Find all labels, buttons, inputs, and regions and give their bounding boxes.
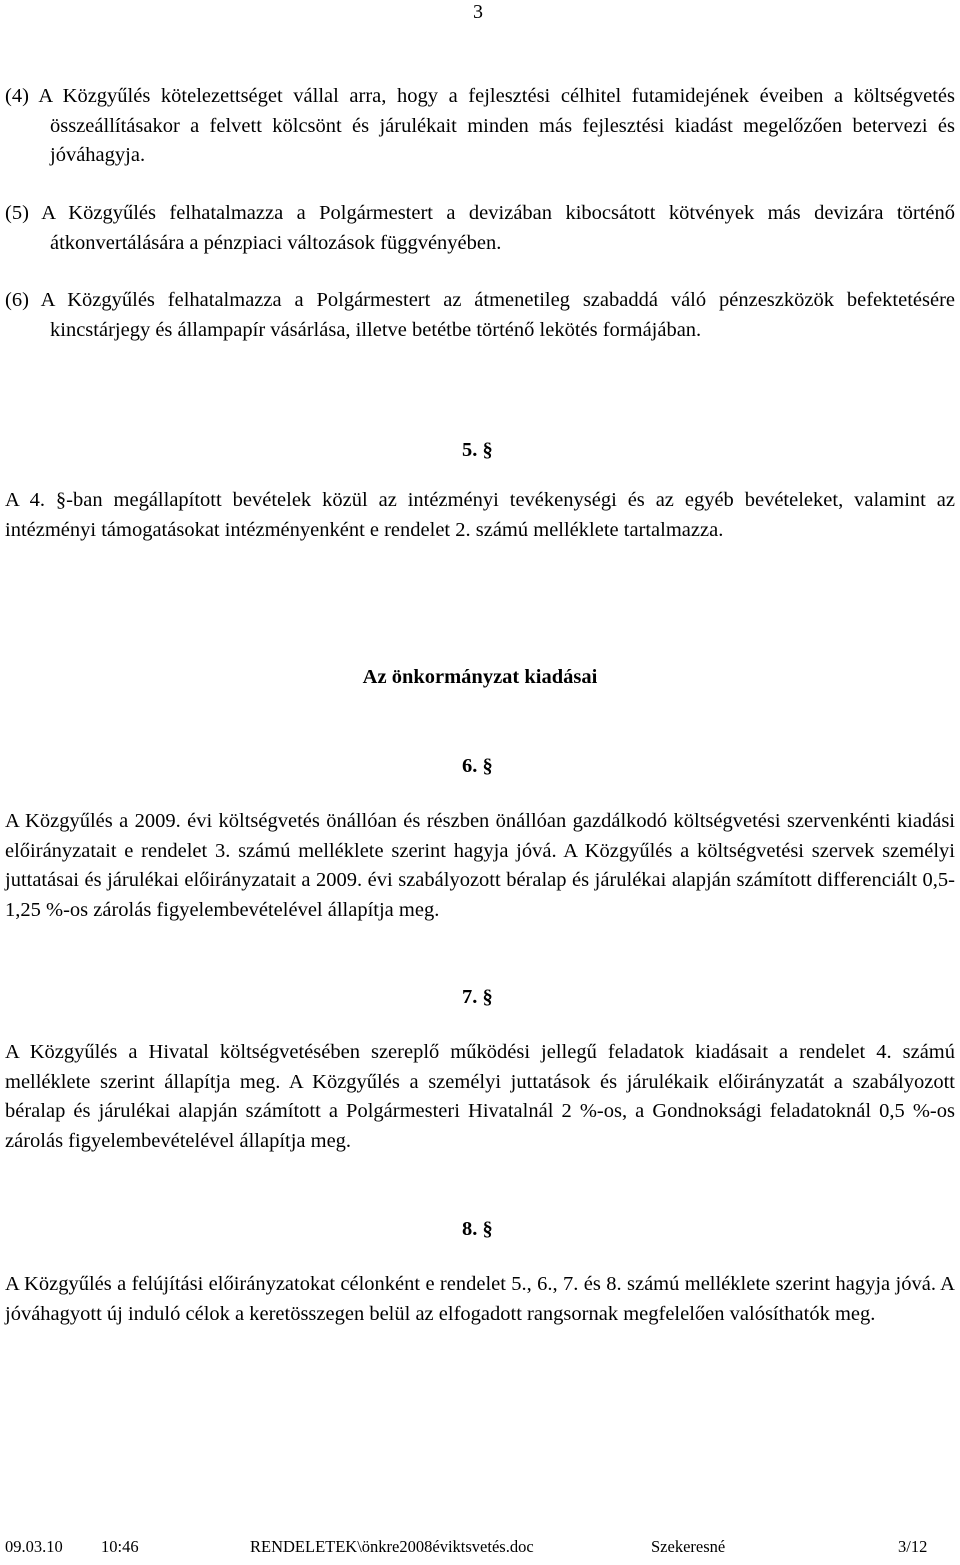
footer-time: 10:46 — [101, 1537, 139, 1556]
footer-author: Szekeresné — [651, 1537, 726, 1556]
paragraph-6: (6) A Közgyűlés felhatalmazza a Polgármestert az átmenetileg szabaddá váló pénzeszközök befektetésére kincstárjegy és állampapír vásárlása, illetve betétbe történő lekötés formájában. — [5, 289, 955, 341]
section-8-heading: 8. § — [462, 1218, 493, 1240]
page-number: 3 — [473, 1, 483, 23]
section-5-text: A 4. §-ban megállapított bevételek közül az intézményi tevékenységi és az egyéb bevételeket, valamint az intézményi támogatásokat intézményenként e rendelet 2. számú melléklete tartalmazza. — [5, 489, 955, 541]
paragraph-5: (5) A Közgyűlés felhatalmazza a Polgármestert a devizában kibocsátott kötvények más devizára történő átkonvertálására a pénzpiaci változások függvényében. — [5, 202, 955, 254]
section-7-heading: 7. § — [462, 986, 493, 1008]
section-6-text: A Közgyűlés a 2009. évi költségvetés önállóan és részben önállóan gazdálkodó költségvetési szervenkénti kiadási előirányzatait e rendelet 3. számú melléklete szerint hagyja jóvá. A Közgyűlés a költségvetési szervek személyi juttatásai és járulékai előirányzatait a 2009. évi szabályozott béralap és járulékai alapján számított differenciált 0,5-1,25 %-os zárolás figyelembevételével állapítja meg. — [5, 810, 955, 921]
footer-date: 09.03.10 — [5, 1537, 63, 1556]
section-6-heading: 6. § — [462, 755, 493, 777]
section-5-heading: 5. § — [462, 439, 493, 461]
section-7-text: A Közgyűlés a Hivatal költségvetésében szereplő működési jellegű feladatok kiadásait a rendelet 4. számú melléklete szerint állapítja meg. A Közgyűlés a személyi juttatások és járulékaik előirányzatát a szabályozott béralap és járulékai alapján számított a Polgármesteri Hivatalnál 2 %-os, a Gondnoksági feladatoknál 0,5 %-os zárolás figyelembevételével állapítja meg. — [5, 1041, 955, 1152]
footer-pages: 3/12 — [898, 1537, 928, 1556]
section-8-text: A Közgyűlés a felújítási előirányzatokat célonként e rendelet 5., 6., 7. és 8. számú melléklete szerint hagyja jóvá. A jóváhagyott új induló célok a keretösszegen belül az elfogadott rangsornak megfelelően valósíthatók meg. — [5, 1273, 955, 1325]
paragraph-4: (4) A Közgyűlés kötelezettséget vállal arra, hogy a fejlesztési célhitel futamidejének éveiben a költségvetés összeállításakor a felvett kölcsönt és járulékait minden más fejlesztési kiadást megelőzően betervezi és jóváhagyja. — [5, 85, 955, 166]
heading-expenses: Az önkormányzat kiadásai — [362, 666, 598, 688]
footer-file: RENDELETEK\önkre2008éviktsvetés.doc — [250, 1537, 534, 1556]
